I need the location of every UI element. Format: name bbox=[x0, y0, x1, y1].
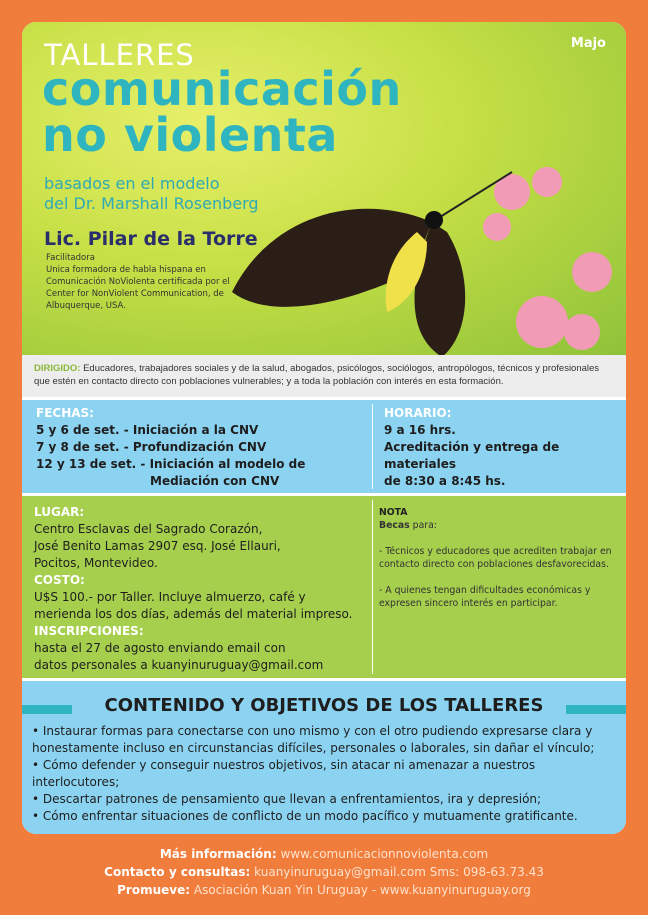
facilitator-name: Lic. Pilar de la Torre bbox=[44, 228, 258, 250]
contenido-list bbox=[32, 723, 622, 825]
lugar-line: Pocitos, Montevideo. bbox=[34, 556, 158, 570]
horario-block bbox=[384, 405, 626, 490]
inscripciones-label: INSCRIPCIONES: bbox=[34, 624, 144, 638]
inscripciones-email-link[interactable]: kuanyinuruguay@gmail.com bbox=[151, 658, 324, 672]
contenido-item: • Descartar patrones de pensamiento que llevan a enfrentamientos, ira y depresión; bbox=[32, 792, 542, 806]
info-label: Más información: bbox=[159, 847, 277, 861]
divider bbox=[372, 500, 373, 674]
schedule-section bbox=[22, 397, 626, 493]
contenido-item: • Cómo defender y conseguir nuestros objetivos, sin atacar ni amenazar a nuestros interlocutores; bbox=[32, 758, 536, 789]
costo-label: COSTO: bbox=[34, 573, 85, 587]
facilitator-description: Unica formadora de habla hispana en Comunicación NoViolenta certificada por el Center for NonViolent Communication, de Albuquerque, USA. bbox=[46, 265, 230, 311]
contact-info[interactable]: kuanyinuruguay@gmail.com Sms: 098-63.73.43 bbox=[250, 865, 544, 879]
costo-line: merienda los dos días, además del material impreso. bbox=[34, 607, 353, 621]
lugar-line: Centro Esclavas del Sagrado Corazón, bbox=[34, 522, 263, 536]
lugar-label: LUGAR: bbox=[34, 505, 85, 519]
website-link[interactable]: www.comunicacionnoviolenta.com bbox=[276, 847, 489, 861]
contenido-item: • Cómo enfrentar situaciones de conflicto de un modo pacífico y mutuamente gratificante. bbox=[32, 809, 578, 823]
fechas-label: FECHAS: bbox=[36, 406, 94, 420]
promo-label: Promueve: bbox=[117, 883, 191, 897]
info-section bbox=[22, 493, 626, 678]
fechas-block bbox=[36, 405, 305, 490]
horario-label: HORARIO: bbox=[384, 406, 452, 420]
nota-item: - Técnicos y educadores que acrediten trabajar en contacto directo con poblaciones desfavorecidas. bbox=[379, 546, 612, 570]
divider bbox=[372, 404, 373, 489]
facilitator-bio bbox=[46, 252, 246, 312]
dirigido-label: DIRIGIDO: bbox=[34, 363, 81, 374]
nota-label: NOTA bbox=[379, 507, 408, 518]
hero-banner bbox=[22, 22, 626, 355]
subtitle-line-1: basados en el modelo bbox=[44, 174, 220, 193]
butterfly-flower-image bbox=[212, 132, 626, 355]
lugar-line: José Benito Lamas 2907 esq. José Ellauri, bbox=[34, 539, 281, 553]
inscripciones-line: hasta el 27 de agosto enviando email con bbox=[34, 641, 286, 655]
horario-acreditacion-time: de 8:30 a 8:45 hs. bbox=[384, 474, 506, 488]
lugar-costo-block bbox=[34, 504, 352, 674]
fecha-item: 5 y 6 de set. - Iniciación a la CNV bbox=[36, 423, 259, 437]
horario-acreditacion: Acreditación y entrega de materiales bbox=[384, 440, 560, 471]
becas-para: para: bbox=[409, 520, 437, 531]
title-line-1: comunicación bbox=[42, 62, 402, 116]
costo-line: U$S 100.- por Taller. Incluye almuerzo, café y bbox=[34, 590, 306, 604]
becas-label: Becas bbox=[379, 520, 410, 531]
contenido-section bbox=[22, 678, 626, 834]
subtitle bbox=[44, 174, 259, 214]
contenido-item: • Instaurar formas para conectarse con uno mismo y con el otro pudiendo expresarse clara y honestamente incluso en circunstancias difíciles, personales o laborales, sin dañar el vínculo; bbox=[32, 724, 595, 755]
horario-time: 9 a 16 hrs. bbox=[384, 423, 456, 437]
promoter-info[interactable]: Asociación Kuan Yin Uruguay - www.kuanyinuruguay.org bbox=[190, 883, 531, 897]
poster bbox=[22, 22, 626, 834]
facilitator-role: Facilitadora bbox=[46, 253, 95, 263]
subtitle-line-2: del Dr. Marshall Rosenberg bbox=[44, 194, 259, 213]
contact-label: Contacto y consultas: bbox=[104, 865, 251, 879]
fecha-item: Mediación con CNV bbox=[150, 474, 280, 488]
majo-logo: Majo bbox=[570, 36, 606, 51]
nota-item: - A quienes tengan dificultades económicas y expresen sincero interés en participar. bbox=[379, 585, 591, 609]
inscripciones-line: datos personales a bbox=[34, 658, 152, 672]
fecha-item: 12 y 13 de set. - Iniciación al modelo de bbox=[36, 457, 306, 471]
dirigido-section bbox=[22, 355, 626, 397]
nota-block bbox=[379, 506, 619, 610]
main-title bbox=[42, 62, 402, 162]
title-line-2: no violenta bbox=[42, 108, 338, 162]
footer bbox=[0, 845, 648, 899]
dirigido-text: Educadores, trabajadores sociales y de la salud, abogados, psicólogos, sociólogos, antropólogos, técnicos y profesionales que estén en contacto directo con poblaciones vulnerables; y a toda la población con interés en esta formación. bbox=[34, 363, 600, 387]
contenido-title: CONTENIDO Y OBJETIVOS DE LOS TALLERES bbox=[104, 695, 544, 716]
fecha-item: 7 y 8 de set. - Profundización CNV bbox=[36, 440, 267, 454]
kicker: TALLERES bbox=[44, 38, 195, 72]
